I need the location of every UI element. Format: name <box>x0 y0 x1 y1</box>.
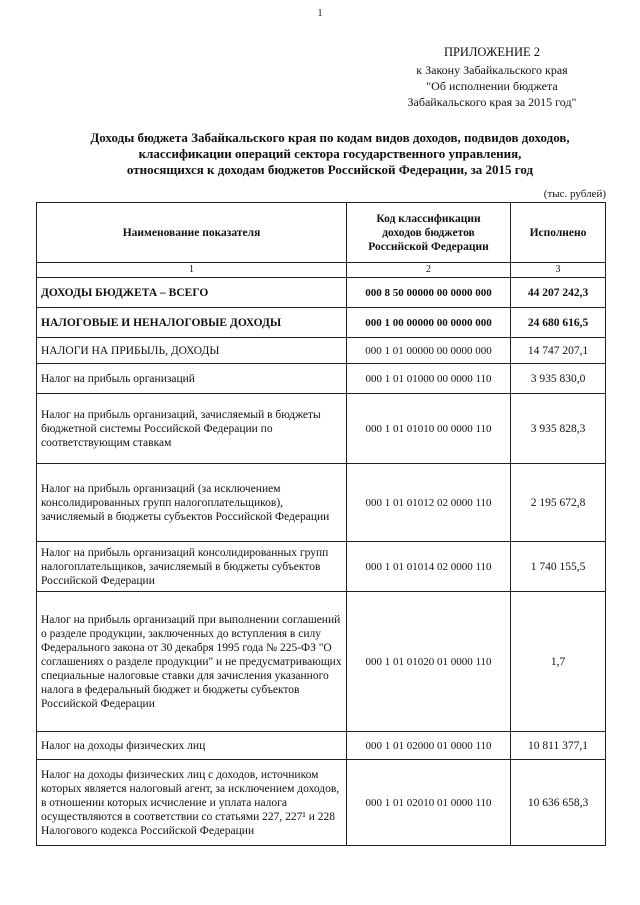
document-title <box>40 130 620 178</box>
header-name: Наименование показателя <box>37 203 347 263</box>
row-code: 000 1 01 01020 01 0000 110 <box>347 592 511 732</box>
row-code: 000 1 01 02010 01 0000 110 <box>347 760 511 846</box>
row-value: 24 680 616,5 <box>511 308 606 338</box>
row-name: Налог на прибыль организаций консолидированных групп налогоплательщиков, зачисляемый в бюджеты субъектов Российской Федерации <box>37 542 347 592</box>
table-row <box>37 760 606 846</box>
table-row <box>37 592 606 732</box>
appendix-line-2: "Об исполнении бюджета <box>426 79 558 93</box>
row-name: Налог на прибыль организаций, зачисляемый в бюджеты бюджетной системы Российской Федерации по соответствующим ставкам <box>37 394 347 464</box>
row-value: 10 811 377,1 <box>511 732 606 760</box>
row-value: 3 935 828,3 <box>511 394 606 464</box>
row-code: 000 8 50 00000 00 0000 000 <box>347 278 511 308</box>
title-line-1: Доходы бюджета Забайкальского края по кодам видов доходов, подвидов доходов, <box>90 130 570 145</box>
table-row <box>37 308 606 338</box>
header-code: Код классификации доходов бюджетов Российской Федерации <box>347 203 511 263</box>
row-value: 2 195 672,8 <box>511 464 606 542</box>
column-number-1: 1 <box>37 263 347 278</box>
header-value: Исполнено <box>511 203 606 263</box>
row-value: 10 636 658,3 <box>511 760 606 846</box>
row-code: 000 1 01 01012 02 0000 110 <box>347 464 511 542</box>
column-number-2: 2 <box>347 263 511 278</box>
row-name: Налог на прибыль организаций (за исключением консолидированных групп налогоплательщиков), зачисляемый в бюджеты субъектов Российской Федерации <box>37 464 347 542</box>
table-header-row <box>37 203 606 263</box>
column-number-row <box>37 263 606 278</box>
column-number-3: 3 <box>511 263 606 278</box>
table-row <box>37 394 606 464</box>
row-name: Налог на доходы физических лиц с доходов, источником которых является налоговый агент, за исключением доходов, в отношении которых исчисление и уплата налога осуществляются в соответствии со статьями 227, 227¹ и 228 Налогового кодекса Российской Федерации <box>37 760 347 846</box>
row-code: 000 1 01 01014 02 0000 110 <box>347 542 511 592</box>
row-value: 1,7 <box>511 592 606 732</box>
title-line-3: относящихся к доходам бюджетов Российской Федерации, за 2015 год <box>126 162 534 177</box>
row-name: ДОХОДЫ БЮДЖЕТА – ВСЕГО <box>37 278 347 308</box>
appendix-heading: ПРИЛОЖЕНИЕ 2 <box>443 45 541 59</box>
row-value: 1 740 155,5 <box>511 542 606 592</box>
table-row <box>37 542 606 592</box>
title-line-2: классификации операций сектора государственного управления, <box>138 146 522 161</box>
appendix-line-3: Забайкальского края за 2015 год" <box>407 95 577 109</box>
row-value: 3 935 830,0 <box>511 364 606 394</box>
row-code: 000 1 01 01000 00 0000 110 <box>347 364 511 394</box>
row-code: 000 1 01 01010 00 0000 110 <box>347 394 511 464</box>
row-name: Налог на прибыль организаций при выполнении соглашений о разделе продукции, заключенных до вступления в силу Федерального закона от 30 декабря 1995 года № 225-ФЗ "О соглашениях о разделе продукции" и не предусматривающих специальные налоговые ставки для зачисления указанного налога в федеральный бюджет и бюджеты субъектов Российской Федерации <box>37 592 347 732</box>
row-value: 44 207 242,3 <box>511 278 606 308</box>
row-value: 14 747 207,1 <box>511 338 606 364</box>
table-row <box>37 732 606 760</box>
revenue-table <box>36 202 606 846</box>
table-row <box>37 338 606 364</box>
row-name: Налог на прибыль организаций <box>37 364 347 394</box>
units-label: (тыс. рублей) <box>543 188 606 200</box>
appendix-block <box>392 44 592 110</box>
table-row <box>37 464 606 542</box>
table-row <box>37 364 606 394</box>
row-name: Налог на доходы физических лиц <box>37 732 347 760</box>
row-code: 000 1 01 02000 01 0000 110 <box>347 732 511 760</box>
row-code: 000 1 00 00000 00 0000 000 <box>347 308 511 338</box>
page-number: 1 <box>317 8 323 19</box>
row-name: НАЛОГИ НА ПРИБЫЛЬ, ДОХОДЫ <box>37 338 347 364</box>
row-name: НАЛОГОВЫЕ И НЕНАЛОГОВЫЕ ДОХОДЫ <box>37 308 347 338</box>
row-code: 000 1 01 00000 00 0000 000 <box>347 338 511 364</box>
appendix-line-1: к Закону Забайкальского края <box>416 63 568 77</box>
table-row <box>37 278 606 308</box>
